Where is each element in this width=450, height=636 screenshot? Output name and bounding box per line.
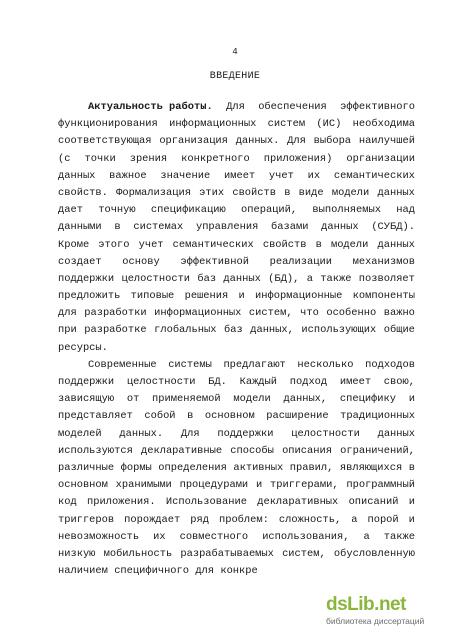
word: системах (133, 221, 184, 234)
word: данных (223, 272, 261, 285)
word: в (114, 221, 121, 234)
text-line (58, 202, 415, 219)
word: код (58, 496, 77, 509)
word: конкре (220, 565, 258, 578)
word: их (307, 169, 321, 182)
word: управления (195, 221, 259, 234)
word: порождает (124, 513, 181, 526)
text-line (58, 288, 415, 305)
word: использующих (301, 324, 377, 337)
word: обусловленную (333, 547, 415, 560)
word: для (195, 565, 215, 578)
word: при (58, 324, 77, 337)
word: обеспечения (258, 101, 327, 113)
word: наилучшей (358, 135, 415, 148)
word: решения (184, 290, 229, 303)
word: точную (98, 204, 136, 217)
word: предложить (58, 290, 121, 303)
word: триггерами, (269, 479, 339, 492)
word: функционирования (58, 118, 158, 131)
word: а (306, 272, 313, 285)
text-line (58, 151, 415, 168)
word: предлагают (223, 358, 286, 371)
word: и (408, 513, 415, 526)
text-line (58, 391, 415, 408)
word: ряд (190, 513, 209, 526)
word: для (58, 307, 77, 320)
word: активных (233, 461, 284, 474)
text-line (58, 374, 415, 391)
word: семантических (333, 169, 415, 182)
word: применяемой (152, 393, 221, 406)
word: декларативных (257, 496, 339, 509)
text-line (58, 529, 415, 546)
word: (БД), (268, 272, 300, 285)
word: над (396, 204, 415, 217)
word: подход (289, 376, 328, 388)
word: и (408, 496, 415, 509)
word: виде (298, 186, 324, 199)
word: свойств. (58, 186, 108, 199)
text-line (58, 357, 415, 374)
word: зрения (129, 152, 168, 165)
word: традиционных (340, 410, 415, 423)
word: базами (271, 221, 309, 234)
word: сложность, (278, 513, 342, 526)
word: разрабатываемых (180, 547, 274, 560)
word: общие (383, 324, 415, 337)
word: хранимыми (115, 479, 172, 492)
text-line (58, 133, 415, 150)
word: совместного (179, 530, 249, 543)
word: данных (58, 169, 96, 182)
word: позволяет (358, 272, 415, 285)
word: поддержки (217, 427, 274, 440)
word: системы (168, 358, 212, 371)
word: данных, (283, 393, 328, 406)
word: Каждый (239, 376, 278, 388)
word: от (126, 393, 140, 406)
text-line (58, 494, 415, 511)
word: описания (282, 444, 332, 457)
word: информационных (169, 118, 257, 131)
word: модели (331, 186, 370, 199)
word: также (383, 530, 415, 543)
word: Кроме (58, 238, 90, 251)
word: основу (122, 255, 160, 268)
word: механизмов (352, 255, 415, 268)
word: определения (158, 461, 227, 474)
text-line (58, 254, 415, 271)
word: систем, (282, 547, 326, 560)
word: проблем: (218, 513, 269, 526)
word: что (300, 307, 319, 320)
word: ограничений, (340, 444, 415, 457)
word: мобильность (103, 547, 173, 560)
word: и (238, 290, 245, 303)
text-line (58, 237, 415, 254)
word: использования, (262, 530, 350, 543)
word: поддержки (58, 272, 115, 285)
text-line (58, 563, 415, 580)
word: дает (58, 204, 83, 217)
word: Использование (165, 496, 247, 509)
word: несколько (297, 358, 354, 371)
word: баз (223, 324, 243, 337)
text-line (58, 512, 415, 529)
watermark-logo-text: dsLib.net (326, 594, 406, 615)
word: также (320, 272, 352, 285)
word: представляет (58, 410, 133, 423)
watermark-logo (326, 594, 406, 616)
word: данных, (250, 324, 294, 337)
word: важно (383, 307, 415, 320)
word: выбора (313, 135, 352, 148)
word: в (187, 410, 194, 423)
word: учет (268, 169, 294, 182)
word: различные (58, 461, 115, 474)
word: спецификацию (150, 204, 226, 217)
word: организация (159, 135, 228, 148)
word: свойств (262, 238, 307, 251)
word: программный (346, 479, 415, 492)
word: операций, (241, 204, 298, 217)
text-line (58, 460, 415, 477)
word: специфичного (114, 565, 190, 578)
word: триггеров (58, 513, 115, 526)
word: способы (230, 444, 274, 457)
text-line (58, 408, 415, 425)
word: особенно (326, 307, 377, 320)
word: Современные (88, 358, 157, 371)
word: данных. (235, 135, 280, 148)
word: (с (58, 152, 71, 165)
word: организации (346, 152, 415, 165)
word: основном (58, 479, 108, 492)
word: конкретного (181, 152, 250, 165)
word: формы (120, 461, 152, 474)
word: разработке (84, 324, 147, 337)
word: соответствующая (58, 135, 152, 148)
word: а (351, 513, 358, 526)
word: эффективного (340, 101, 415, 113)
text-line (58, 340, 415, 357)
word: расширение (266, 410, 329, 423)
word: являющихся (339, 461, 403, 474)
word: информационных (154, 307, 242, 320)
word: эффективной (180, 255, 249, 268)
word: имеет (223, 169, 256, 182)
body-text (58, 99, 415, 580)
word: основном (204, 410, 255, 423)
word: реализации (269, 255, 332, 268)
word: модели (330, 238, 369, 251)
word: БД. (208, 376, 227, 388)
word: свойств (232, 186, 276, 199)
word: и (408, 393, 415, 406)
word: систем (267, 118, 306, 131)
text-line (58, 99, 415, 116)
text-line (58, 477, 415, 494)
word: приложения) (263, 152, 333, 165)
word: данных. (119, 427, 164, 440)
word: ресурсы. (58, 341, 108, 354)
word: выполняемых (312, 204, 381, 217)
word: правил, (289, 461, 334, 474)
word: учет (138, 238, 164, 251)
word: семантических (172, 238, 254, 251)
word: (ИС) (316, 118, 342, 131)
text-line (58, 219, 415, 236)
word: целостности (291, 427, 360, 440)
word: данными (58, 221, 102, 234)
word: декларативные (141, 444, 223, 457)
word: их (153, 530, 166, 543)
word: данных (321, 221, 359, 234)
page-number: 4 (232, 47, 238, 57)
text-line (58, 116, 415, 133)
text-line (58, 271, 415, 288)
word: точки (84, 152, 116, 165)
word: собой (144, 410, 176, 423)
word: целостности (121, 272, 191, 285)
word: специфику (339, 393, 396, 406)
word: в (284, 186, 291, 199)
word: модели (233, 393, 271, 406)
word: в (315, 238, 322, 251)
dslib-watermark (326, 592, 444, 626)
word: а (363, 530, 370, 543)
word: приложения. (87, 496, 156, 509)
word: имеет (339, 376, 372, 388)
word: зависящую (58, 393, 115, 406)
section-heading: ВВЕДЕНИЕ (209, 71, 261, 82)
word: Формализация (116, 186, 191, 199)
word: систем, (248, 307, 293, 320)
word: значение (160, 169, 211, 182)
word: наличием (58, 565, 108, 578)
word: создает (58, 255, 102, 268)
word: этих (199, 186, 225, 199)
word: низкую (58, 547, 96, 560)
word: свою, (383, 376, 415, 388)
word: разработки (84, 307, 147, 320)
word: Для (180, 427, 200, 440)
text-line (58, 305, 415, 322)
word: данных (377, 186, 415, 199)
word: данных (377, 427, 415, 440)
text-line (58, 426, 415, 443)
word: Для (226, 101, 245, 113)
text-line (58, 185, 415, 202)
word: и (255, 479, 263, 492)
word: порой (367, 513, 399, 526)
word: данных (377, 238, 415, 251)
word: Для (287, 135, 306, 148)
word: (СУБД). (371, 221, 415, 234)
word: компоненты (352, 290, 415, 303)
text-line (58, 443, 415, 460)
text-line (58, 546, 415, 563)
word: моделей (58, 427, 102, 440)
word: подходов (365, 358, 415, 371)
word: процедурами (179, 479, 249, 492)
word: в (408, 461, 415, 474)
word: баз (197, 272, 217, 285)
word: поддержки (58, 376, 115, 388)
word: типовые (130, 290, 175, 303)
lead-phrase: Актуальность работы. (88, 101, 213, 113)
word: этого (98, 238, 130, 251)
text-line (58, 168, 415, 185)
text-line (58, 322, 415, 339)
word: используются (58, 444, 133, 457)
word: информационные (255, 290, 343, 303)
word: важное (109, 169, 147, 182)
watermark-caption: библиотека диссертаций (326, 616, 425, 626)
word: невозможность (58, 530, 140, 543)
word: глобальных (154, 324, 217, 337)
word: описаний (348, 496, 399, 509)
word: необходима (352, 118, 415, 131)
word: целостности (126, 376, 196, 388)
